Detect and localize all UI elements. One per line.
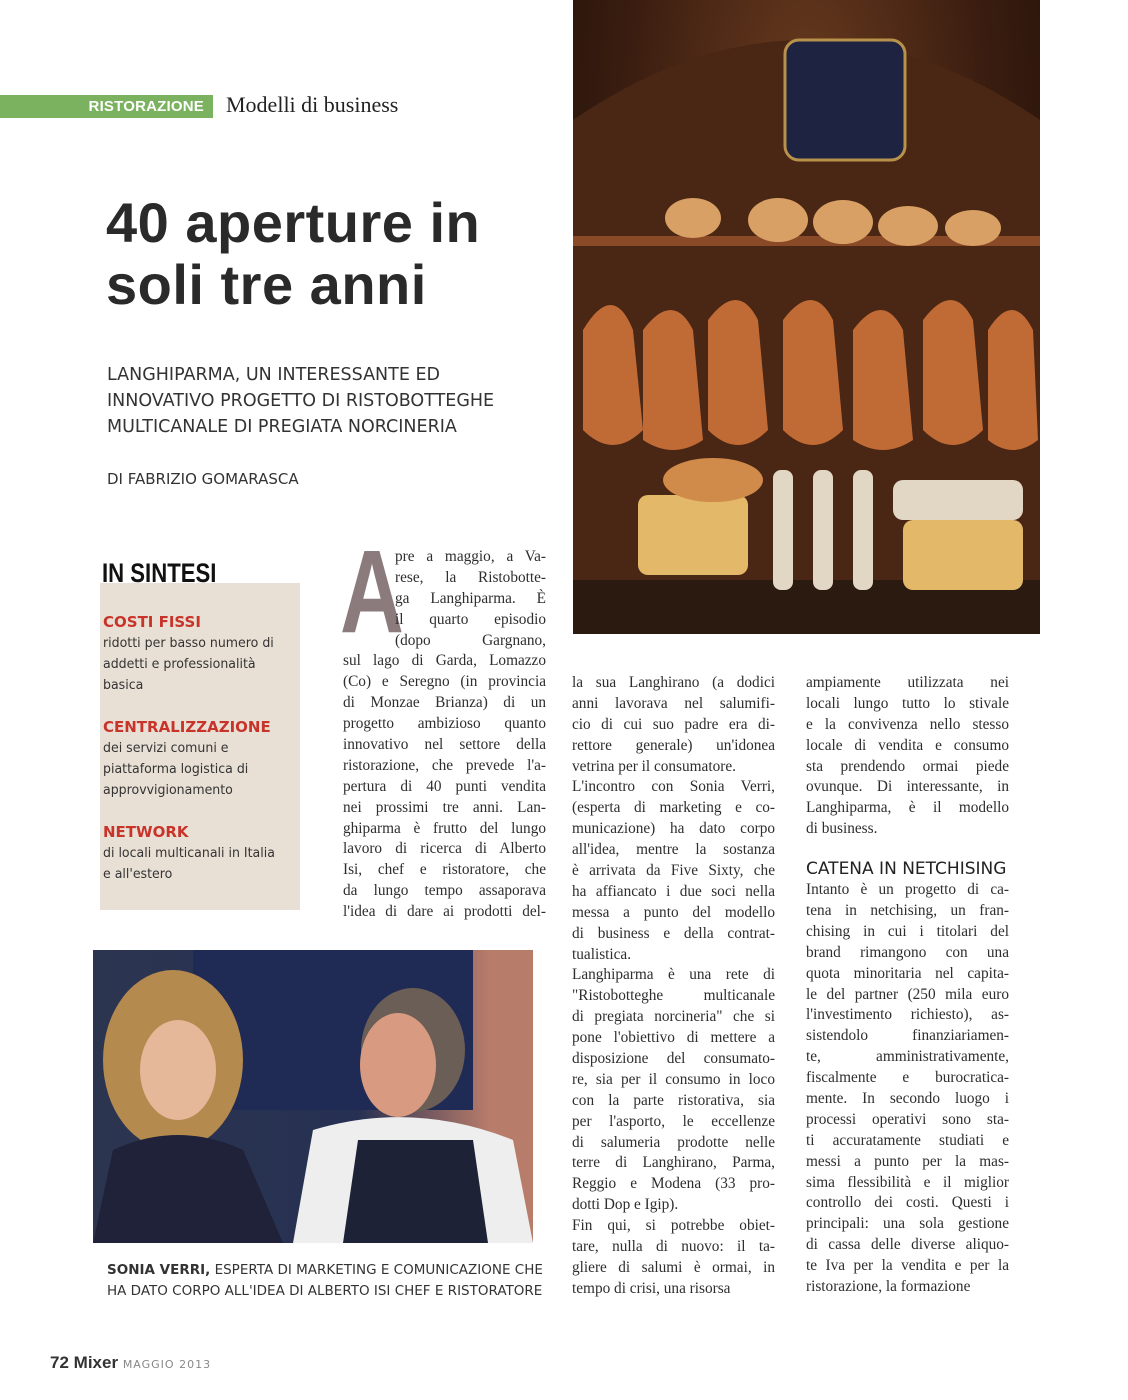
text-line: cio di cui suo padre era di-: [572, 715, 775, 733]
text-line: ampiamente utilizzata nei: [806, 674, 1009, 691]
text-line: ha affiancato i due soci nella: [572, 882, 775, 900]
text-line: (esperta di marketing e co-: [572, 799, 775, 817]
text-line: l'investimento richiesto), as-: [806, 1006, 1009, 1024]
text-line: innovativo nel settore della: [343, 736, 546, 754]
text-line: chising in cui i titolari del: [806, 922, 1009, 940]
text-line: Isi, chef e ristoratore, che: [343, 861, 546, 879]
subtitle-line: INNOVATIVO PROGETTO DI RISTOBOTTEGHE: [107, 391, 495, 411]
text-line: "Ristobotteghe multicanale: [572, 987, 775, 1005]
text-line: (dopo Gargnano,: [395, 631, 546, 649]
article-column-1: [343, 547, 546, 923]
text-line: lavoro di ricerca di Alberto: [343, 840, 546, 858]
text-line: pertura di 40 punti vendita: [343, 777, 546, 795]
text-line: ristorazione, la formazione: [806, 1278, 971, 1296]
text-line: mente. In secondo luogo i: [806, 1090, 1009, 1108]
summary-text: ridotti per basso numero di addetti e professionalità basica: [103, 635, 274, 693]
text-line: rettore generale) un'idonea: [572, 736, 775, 754]
sidebar-title: IN SINTESI: [102, 558, 217, 588]
text-line: tare, nulla di nuovo: il ta-: [572, 1238, 775, 1256]
text-line: sul lago di Garda, Lomazzo: [343, 652, 546, 670]
text-line: gliere di salumi è ormai, in: [572, 1258, 775, 1276]
article-column-3: [806, 673, 1009, 1298]
text-line: Reggio e Modena (33 pro-: [572, 1175, 775, 1193]
article-title: [106, 192, 480, 316]
section-label: RISTORAZIONE: [0, 95, 213, 118]
magazine-name: Mixer: [73, 1353, 119, 1372]
text-line: locale di vendita e consumo: [806, 736, 1009, 754]
summary-box: [100, 583, 300, 910]
drop-cap: A: [340, 526, 404, 658]
text-line: Langhiparma, è il modello: [806, 799, 1009, 817]
column-3-part-a: [806, 673, 1009, 840]
text-line: è arrivata da Five Sixty, che: [572, 862, 775, 880]
text-line: progetto ambizioso quanto: [343, 715, 546, 733]
text-line: di cassa delle diverse aliquo-: [806, 1236, 1009, 1254]
text-line: tena in netchising, un fran-: [806, 902, 1009, 920]
text-line: di business.: [806, 820, 878, 838]
summary-text: di locali multicanali in Italia e all'estero: [103, 845, 275, 882]
text-line: municazione) ha dato corpo: [572, 820, 775, 838]
photo-caption: [107, 1260, 547, 1302]
page-number: 72: [50, 1353, 69, 1372]
summary-heading: NETWORK: [103, 823, 189, 841]
text-line: sistendolo finanziariamen-: [806, 1027, 1009, 1045]
text-line: ti accuratamente studiati e: [806, 1131, 1009, 1149]
text-line: con la parte ristorativa, sia: [572, 1091, 775, 1109]
text-line: vetrina per il consumatore.: [572, 757, 736, 775]
summary-heading: CENTRALIZZAZIONE: [103, 718, 271, 736]
text-line: ghiparma è frutto del lungo: [343, 819, 546, 837]
text-line: e la convivenza nello stesso: [806, 715, 1009, 733]
text-line: l'idea di dare ai prodotti del-: [343, 903, 546, 921]
summary-heading: COSTI FISSI: [103, 613, 201, 631]
subtitle-line: LANGHIPARMA, UN INTERESSANTE ED: [107, 365, 440, 385]
page-footer: [50, 1353, 211, 1373]
text-line: il quarto episodio: [395, 610, 546, 628]
text-line: dotti Dop e Igip).: [572, 1196, 679, 1214]
text-line: la sua Langhirano (a dodici: [572, 674, 775, 691]
text-line: sta prendendo ormai piede: [806, 757, 1009, 775]
text-line: di business e della contrat-: [572, 924, 775, 942]
text-line: te Iva per la vendita e per la: [806, 1257, 1009, 1275]
text-line: ristorazione, che prevede l'a-: [343, 756, 546, 774]
text-line: terre di Langhirano, Parma,: [572, 1154, 775, 1172]
byline: DI FABRIZIO GOMARASCA: [107, 470, 299, 488]
summary-text: dei servizi comuni e piattaforma logistica di approvvigionamento: [103, 740, 249, 798]
text-line: le del partner (250 mila euro: [806, 985, 1009, 1003]
text-line: controllo dei costi. Questi i: [806, 1194, 1009, 1212]
photo-illustration: [573, 0, 1040, 634]
text-line: sima flessibilità e il miglior: [806, 1173, 1009, 1191]
text-line: nei prossimi tre anni. Lan-: [343, 798, 546, 816]
section-subtitle: Modelli di business: [226, 92, 399, 117]
text-line: pone l'obiettivo di mettere a: [572, 1029, 775, 1047]
title-line: 40 aperture in: [106, 191, 481, 254]
text-line: per l'asporto, le eccellenze: [572, 1112, 775, 1130]
text-line: L'incontro con Sonia Verri,: [572, 778, 775, 796]
text-line: fiscalmente e burocratica-: [806, 1069, 1009, 1087]
text-line: rese, la Ristobotte-: [395, 568, 546, 586]
text-line: messa a punto del modello: [572, 903, 775, 921]
text-line: di Monzae Brianza) di un: [343, 694, 546, 712]
text-line: messi a punto per la mas-: [806, 1152, 1009, 1170]
text-line: quota minoritaria nel capita-: [806, 964, 1009, 982]
title-line: soli tre anni: [106, 253, 427, 316]
text-line: ovunque. Di interessante, in: [806, 778, 1009, 796]
text-line: da lungo tempo assaporava: [343, 882, 546, 900]
caption-text: ESPERTA DI MARKETING E COMUNICAZIONE CHE HA DATO CORPO ALL'IDEA DI ALBERTO ISI CHEF E RISTORATORE: [107, 1262, 543, 1299]
text-line: tualistica.: [572, 945, 632, 963]
caption-name: SONIA VERRI,: [107, 1262, 211, 1278]
issue-date: MAGGIO 2013: [122, 1358, 212, 1371]
text-line: brand rimangono con una: [806, 943, 1009, 961]
article-subtitle: [107, 362, 567, 440]
owners-photo: [93, 950, 533, 1243]
text-line: Fin qui, si potrebbe obiet-: [572, 1217, 775, 1235]
text-line: principali: una sola gestione: [806, 1215, 1009, 1233]
text-line: Langhiparma è una rete di: [572, 966, 775, 984]
text-line: (Co) e Seregno (in provincia: [343, 673, 546, 691]
deli-shelves-photo: [573, 0, 1040, 634]
section-heading: CATENA IN NETCHISING: [806, 859, 1007, 880]
article-column-2: [572, 673, 775, 1300]
text-line: all'idea, mentre la sostanza: [572, 841, 775, 859]
text-line: Intanto è un progetto di ca-: [806, 881, 1009, 899]
text-line: processi operativi sono sta-: [806, 1110, 1009, 1128]
column-3-part-b: [806, 880, 1009, 1298]
text-line: tempo di crisi, una risorsa: [572, 1279, 731, 1297]
text-line: anni lavorava nel salumifi-: [572, 694, 775, 712]
text-line: di salumeria prodotte nelle: [572, 1133, 775, 1151]
text-line: disposizione del consumato-: [572, 1050, 775, 1068]
text-line: te, amministrativamente,: [806, 1048, 1009, 1066]
text-line: ga Langhiparma. È: [395, 589, 546, 607]
text-line: locali lungo tutto lo stivale: [806, 694, 1009, 712]
subtitle-line: MULTICANALE DI PREGIATA NORCINERIA: [107, 417, 457, 437]
text-line: re, sia per il consumo in loco: [572, 1070, 775, 1088]
photo-illustration: [93, 950, 533, 1243]
text-line: pre a maggio, a Va-: [395, 548, 546, 565]
text-line: di pregiata norcineria" che si: [572, 1008, 775, 1026]
